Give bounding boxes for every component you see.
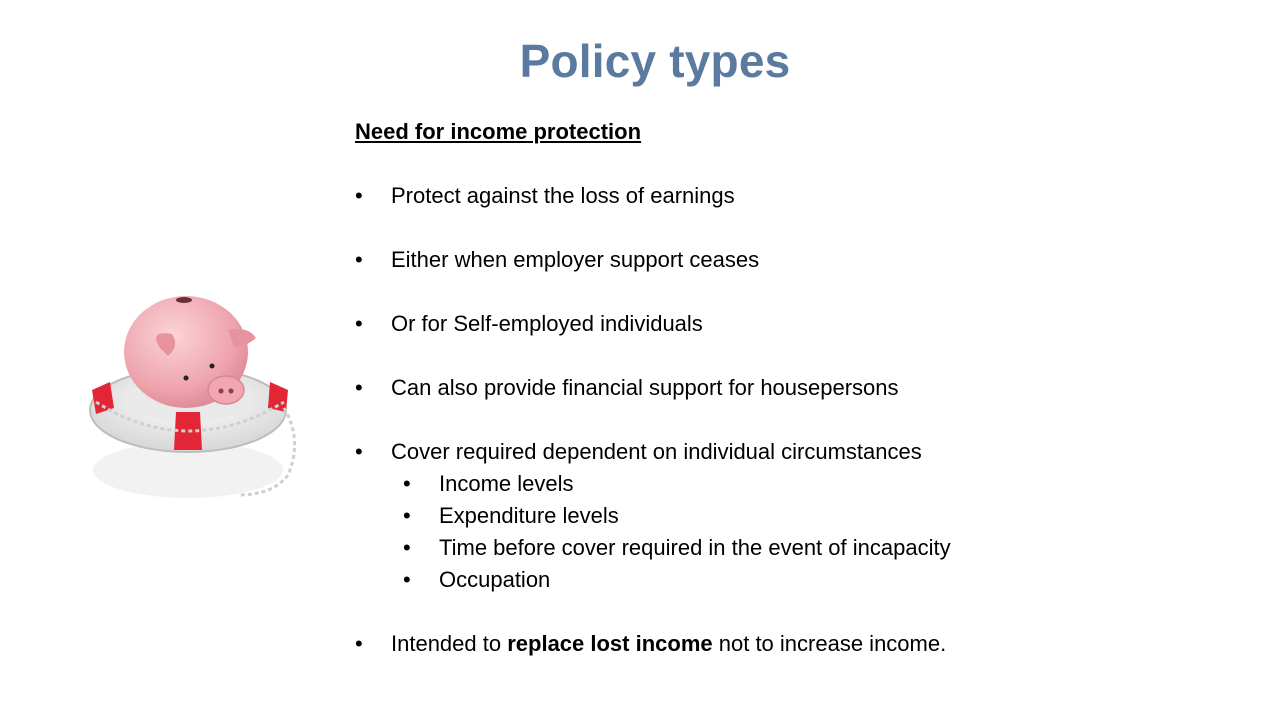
sub-list-item [391, 500, 1235, 532]
sub-bullet-text: Time before cover required in the event of incapacity [439, 535, 951, 560]
sub-list-item [391, 468, 1235, 500]
bullet-text-before: Intended to [391, 631, 508, 656]
list-item [355, 308, 1235, 340]
list-item [355, 180, 1235, 212]
bullet-text: Or for Self-employed individuals [391, 311, 703, 336]
bullet-icon: • [355, 183, 363, 208]
slide-content [355, 116, 1235, 660]
bullet-text-bold: replace lost income [507, 631, 713, 656]
bullet-text: Can also provide financial support for housepersons [391, 375, 899, 400]
section-heading: Need for income protection [355, 119, 642, 144]
bullet-icon: • [355, 311, 363, 336]
piggy-bank-lifebuoy-icon [88, 290, 308, 520]
sub-bullet-list [391, 468, 1235, 596]
bullet-icon: • [355, 439, 363, 464]
sub-bullet-text: Occupation [439, 567, 551, 592]
list-item [355, 244, 1235, 276]
bullet-text-after: not to increase income. [712, 631, 947, 656]
sub-bullet-text: Expenditure levels [439, 503, 619, 528]
bullet-text: Cover required dependent on individual circumstances [391, 439, 922, 464]
bullet-icon: • [403, 471, 411, 496]
bullet-icon: • [403, 535, 411, 560]
bullet-icon: • [403, 567, 411, 592]
sub-list-item [391, 564, 1235, 596]
bullet-icon: • [403, 503, 411, 528]
bullet-icon: • [355, 247, 363, 272]
sub-list-item [391, 532, 1235, 564]
sub-bullet-text: Income levels [439, 471, 574, 496]
bullet-list [355, 180, 1235, 660]
bullet-text: Protect against the loss of earnings [391, 183, 735, 208]
list-item [355, 372, 1235, 404]
list-item [355, 436, 1235, 596]
bullet-text: Either when employer support ceases [391, 247, 760, 272]
list-item [355, 628, 1235, 660]
bullet-icon: • [355, 631, 363, 656]
slide-title: Policy types [519, 35, 791, 87]
bullet-icon: • [355, 375, 363, 400]
